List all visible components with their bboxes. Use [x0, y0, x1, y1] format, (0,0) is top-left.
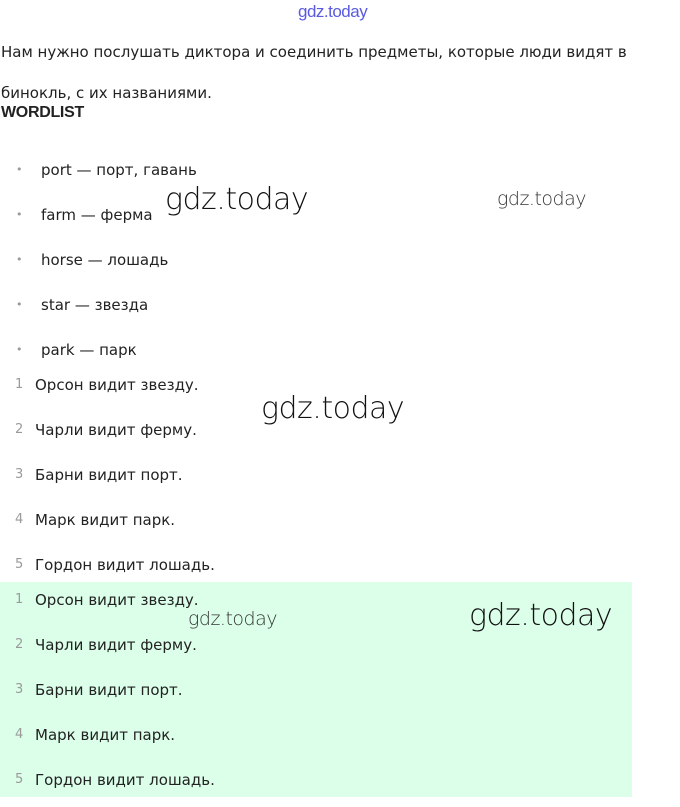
wordlist-heading: WORDLIST [1, 104, 84, 121]
watermark: gdz.today [497, 188, 586, 210]
answer-text: Марк видит парк. [35, 726, 176, 744]
sentence-text: Барни видит порт. [35, 466, 183, 484]
watermark: gdz.today [469, 598, 613, 633]
item-number: 3 [15, 682, 24, 697]
sentence-text: Гордон видит лошадь. [35, 556, 215, 574]
item-number: 1 [15, 592, 24, 607]
word-entry: star — звезда [41, 296, 149, 314]
sentence-text: Чарли видит ферму. [35, 421, 197, 439]
item-number: 5 [15, 557, 24, 572]
item-number: 1 [15, 377, 24, 392]
bullet-icon: • [16, 343, 23, 356]
item-number: 4 [15, 727, 24, 742]
sentence-text: Марк видит парк. [35, 511, 176, 529]
watermark: gdz.today [188, 608, 277, 630]
site-logo[interactable]: gdz.today [298, 2, 368, 21]
watermark: gdz.today [165, 182, 309, 217]
bullet-icon: • [16, 298, 23, 311]
item-number: 2 [15, 422, 24, 437]
word-entry: farm — ферма [41, 206, 153, 224]
word-entry: port — порт, гавань [41, 161, 197, 179]
answer-text: Гордон видит лошадь. [35, 771, 215, 789]
word-entry: horse — лошадь [41, 251, 169, 269]
item-number: 5 [15, 772, 24, 787]
item-number: 4 [15, 512, 24, 527]
item-number: 3 [15, 467, 24, 482]
answer-text: Орсон видит звезду. [35, 591, 199, 609]
item-number: 2 [15, 637, 24, 652]
sentence-text: Орсон видит звезду. [35, 376, 199, 394]
watermark: gdz.today [261, 391, 405, 426]
word-entry: park — парк [41, 341, 137, 359]
intro-text: Нам нужно послушать диктора и соединить предметы, которые люди видят в бинокль, с их названиями. [1, 43, 627, 102]
bullet-icon: • [16, 253, 23, 266]
answer-text: Чарли видит ферму. [35, 636, 197, 654]
bullet-icon: • [16, 208, 23, 221]
bullet-icon: • [16, 163, 23, 176]
answer-text: Барни видит порт. [35, 681, 183, 699]
